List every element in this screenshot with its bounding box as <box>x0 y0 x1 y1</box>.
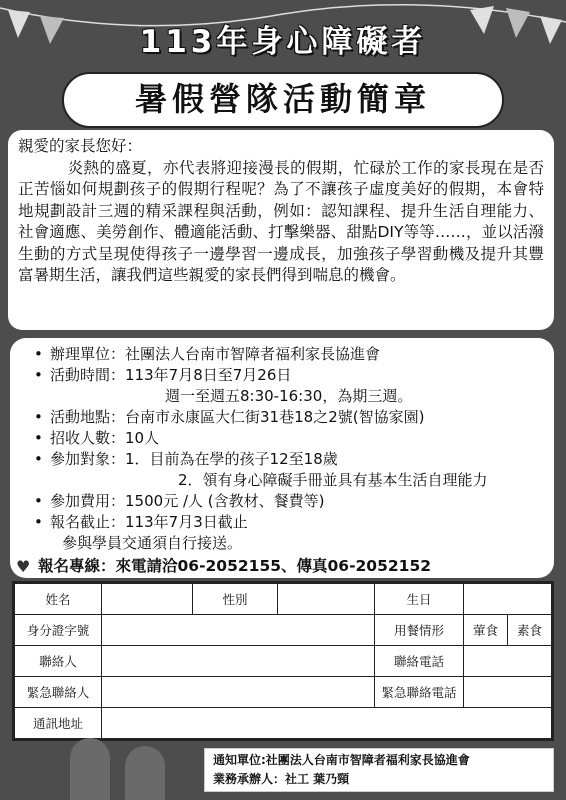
detail-fee <box>34 491 546 512</box>
contact-value: 來電請洽06-2052155、傳真06-2052152 <box>115 557 432 575</box>
detail-period <box>34 365 546 386</box>
contact-label: 報名專線： <box>38 557 116 575</box>
table-row <box>15 646 552 677</box>
form-option-vegetarian[interactable]: 素食 <box>508 615 552 646</box>
form-label-name: 姓名 <box>15 584 102 615</box>
detail-eligibility-item2: 2．領有身心障礙手冊並具有基本生活自理能力 <box>178 471 488 489</box>
footer-staff: 業務承辦人：社工 葉乃頸 <box>213 772 350 786</box>
form-field-emergency-phone[interactable] <box>464 677 552 708</box>
form-field-birthday[interactable] <box>464 584 552 615</box>
detail-venue <box>34 407 546 428</box>
form-field-emergency-contact[interactable] <box>102 677 375 708</box>
bullet-icon: • <box>34 450 43 468</box>
form-label-birthday: 生日 <box>375 584 464 615</box>
detail-label: 活動地點： <box>50 408 126 426</box>
table-row <box>15 615 552 646</box>
poster-title-line2: 暑假營隊活動簡章 <box>134 80 431 118</box>
detail-label: 辦理單位： <box>50 345 126 363</box>
detail-eligibility <box>34 449 546 470</box>
form-option-meat[interactable]: 葷食 <box>464 615 508 646</box>
detail-label: 招收人數： <box>50 429 126 447</box>
form-field-address[interactable] <box>102 708 552 739</box>
form-field-id[interactable] <box>102 615 375 646</box>
form-label-id: 身分證字號 <box>15 615 102 646</box>
child-figure-decoration <box>125 746 165 800</box>
form-field-phone[interactable] <box>464 646 552 677</box>
detail-label: 報名截止： <box>50 513 126 531</box>
detail-value: 台南市永康區大仁街31巷18之2號(智協家園) <box>125 408 425 426</box>
detail-label: 參加對象： <box>50 450 126 468</box>
table-row <box>15 584 552 615</box>
table-row <box>15 677 552 708</box>
heart-icon: ♥ <box>16 557 31 576</box>
bullet-icon: • <box>34 345 43 363</box>
form-field-contact[interactable] <box>102 646 375 677</box>
form-label-phone: 聯絡電話 <box>375 646 464 677</box>
detail-label: 活動時間： <box>50 366 126 384</box>
registration-table <box>14 583 552 739</box>
detail-transport-note: 參與學員交通須自行接送。 <box>62 534 243 552</box>
detail-deadline <box>34 512 546 533</box>
bullet-icon: • <box>34 513 43 531</box>
form-label-meal: 用餐情形 <box>375 615 464 646</box>
detail-capacity <box>34 428 546 449</box>
bullet-icon: • <box>34 366 43 384</box>
form-label-contact: 聯絡人 <box>15 646 102 677</box>
details-panel <box>10 338 554 578</box>
registration-form <box>12 581 554 741</box>
form-field-name[interactable] <box>102 584 193 615</box>
bullet-icon: • <box>34 492 43 510</box>
intro-greeting: 親愛的家長您好： <box>18 137 143 155</box>
form-label-emergency-phone: 緊急聯絡電話 <box>375 677 464 708</box>
child-figure-decoration <box>70 738 110 800</box>
detail-value: 1500元 /人 (含教材、餐費等) <box>125 492 325 510</box>
form-label-emergency-contact: 緊急聯絡人 <box>15 677 102 708</box>
form-field-gender[interactable] <box>278 584 375 615</box>
form-label-address: 通訊地址 <box>15 708 102 739</box>
detail-period-days: 週一至週五8:30-16:30，為期三週。 <box>165 387 413 405</box>
detail-value: 10人 <box>125 429 160 447</box>
detail-contact <box>16 556 546 577</box>
table-row <box>15 708 552 739</box>
detail-label: 參加費用： <box>50 492 126 510</box>
detail-value: 113年7月3日截止 <box>125 513 248 531</box>
intro-body: 炎熱的盛夏，亦代表將迎接漫長的假期，忙碌於工作的家長現在是否正苦惱如何規劃孩子的假期行程呢？為了不讓孩子虛度美好的假期，本會特地規劃設計三週的精采課程與活動，例如：認知課程、提升生活自理能力、社會適應、美勞創作、體適能活動、打擊樂器、甜點DIY等等……，並以活潑生動的方式呈現使得孩子一邊學習一邊成長，加強孩子學習動機及提升其豐富暑期生活，讓我們這些親愛的家長們得到喘息的機會。 <box>18 158 544 284</box>
poster-title-line1: 113年身心障礙者 <box>139 24 427 60</box>
detail-value: 社團法人台南市智障者福利家長協進會 <box>125 345 381 363</box>
detail-organizer <box>34 344 546 365</box>
footer-box <box>204 748 554 792</box>
bullet-icon: • <box>34 408 43 426</box>
intro-panel <box>8 130 554 330</box>
detail-value: 1．目前為在學的孩子12至18歲 <box>125 450 338 468</box>
footer-notify: 通知單位:社團法人台南市智障者福利家長協進會 <box>213 753 470 767</box>
form-label-gender: 性別 <box>193 584 278 615</box>
detail-value: 113年7月8日至7月26日 <box>125 366 292 384</box>
bullet-icon: • <box>34 429 43 447</box>
